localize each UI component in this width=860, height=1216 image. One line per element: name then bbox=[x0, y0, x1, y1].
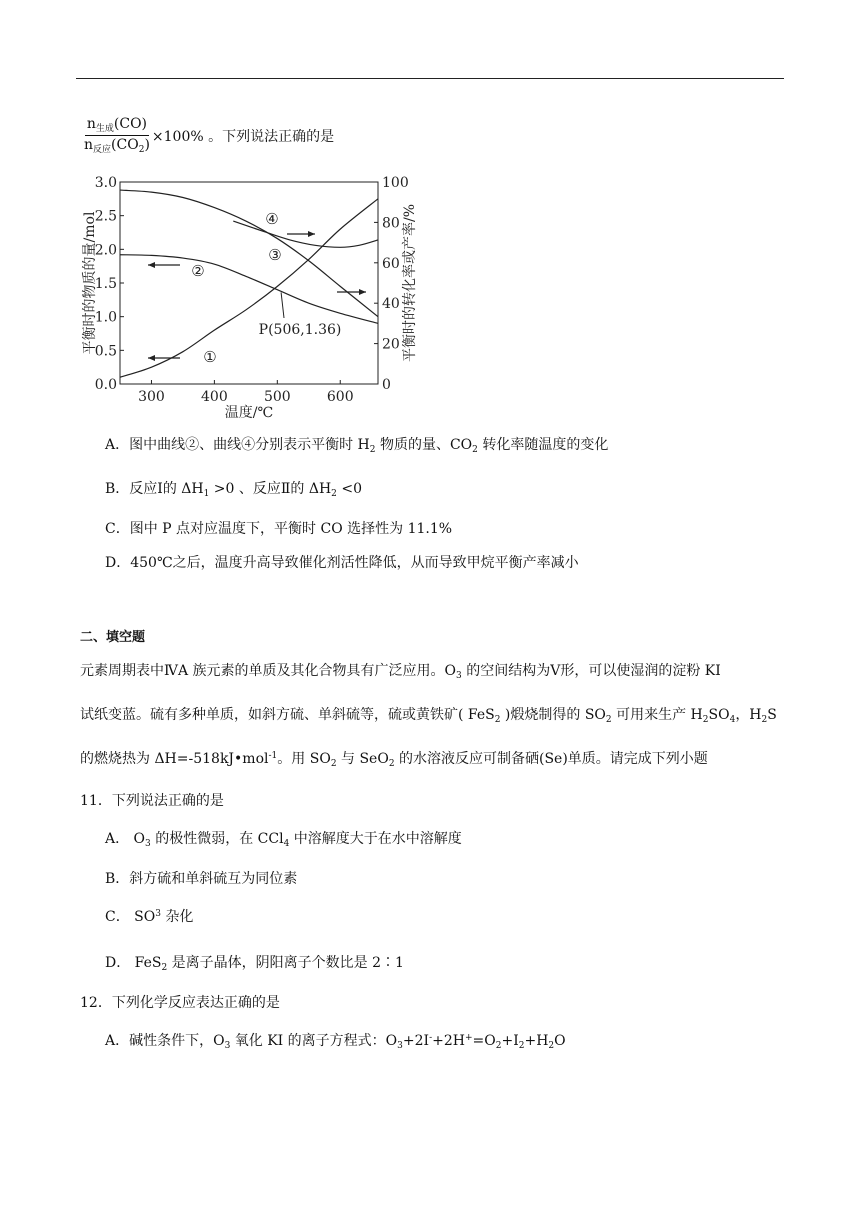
question-option-c: C．图中 P 点对应温度下，平衡时 CO 选择性为 11.1% bbox=[105, 521, 453, 537]
y-left-axis-label: 平衡时的物质的量/mol bbox=[82, 211, 98, 355]
curve-label-1: ① bbox=[203, 348, 217, 366]
arrow-curve-2-head bbox=[148, 262, 155, 268]
x-tick-label: 500 bbox=[263, 389, 291, 405]
curve-label-4: ④ bbox=[265, 210, 279, 228]
y-left-tick-label: 1.5 bbox=[94, 276, 117, 292]
plot-frame bbox=[120, 182, 378, 384]
arrow-curve-3-head bbox=[359, 289, 366, 295]
question-11: 11．下列说法正确的是 bbox=[80, 793, 224, 809]
y-right-tick-label: 0 bbox=[382, 377, 391, 393]
co-selectivity-formula: $\frac{n_{生成}(CO)}{n_{反应}(CO_2)}$ ×100% 。下列说法正确的是 bbox=[84, 116, 335, 155]
passage-line-1: 元素周期表中ⅣA 族元素的单质及其化合物具有广泛应用。$O_3$ 的空间结构为Ⅴ形，可以使湿润的淀粉 KI bbox=[80, 663, 721, 681]
curve-3 bbox=[120, 190, 378, 317]
header-rule bbox=[76, 78, 784, 79]
formula-tail: ×100% 。下列说法正确的是 bbox=[151, 128, 335, 145]
y-left-tick-label: 2.0 bbox=[94, 242, 117, 259]
y-left-tick-label: 2.5 bbox=[94, 208, 117, 225]
q11-option-a: A． $O_3$ 的极性微弱，在 CCl$_4$ 中溶解度大于在水中溶解度 bbox=[105, 831, 462, 849]
annotation-p: P(506,1.36) bbox=[258, 322, 342, 338]
y-right-tick-label: 20 bbox=[382, 336, 400, 353]
y-left-tick-label: 1.0 bbox=[94, 309, 117, 326]
y-left-tick-label: 3.0 bbox=[94, 175, 117, 191]
y-right-tick-label: 80 bbox=[382, 215, 400, 232]
curve-label-2: ② bbox=[191, 262, 205, 280]
q11-option-d: D． FeS$_2$ 是离子晶体，阴阳离子个数比是 2∶1 bbox=[105, 955, 404, 973]
curve-2 bbox=[120, 255, 378, 324]
x-tick-label: 600 bbox=[326, 389, 354, 405]
y-right-tick-label: 40 bbox=[382, 296, 400, 313]
q11-option-b: B．斜方硫和单斜硫互为同位素 bbox=[105, 871, 298, 887]
x-axis-label: 温度/℃ bbox=[224, 405, 274, 421]
question-option-d: D．450℃之后，温度升高导致催化剂活性降低，从而导致甲烷平衡产率减小 bbox=[105, 555, 579, 571]
curve-1 bbox=[120, 199, 378, 377]
arrow-curve-1-head bbox=[148, 355, 155, 361]
q12-option-a: A．碱性条件下，$O_3$ 氧化 KI 的离子方程式：$O_3+2I^-+2H^+=O_2+I_2+H_2O$ bbox=[105, 1033, 566, 1051]
section-heading: 二、填空题 bbox=[80, 630, 146, 645]
question-option-a: A．图中曲线②、曲线④分别表示平衡时 $H_2$ 物质的量、$CO_2$ 转化率随温度的变化 bbox=[105, 437, 609, 455]
question-option-b: B．反应Ⅰ的 $\Delta H_1 >0$ 、反应Ⅱ的 $\Delta H_2 <0$ bbox=[105, 481, 362, 499]
y-right-axis-label: 平衡时的转化率或产率/% bbox=[402, 203, 418, 363]
y-right-tick-label: 100 bbox=[382, 175, 409, 191]
annotation-leader bbox=[281, 292, 284, 318]
x-tick-label: 400 bbox=[201, 389, 228, 405]
x-tick-label: 300 bbox=[138, 389, 165, 405]
passage-line-2: 试纸变蓝。硫有多种单质，如斜方硫、单斜硫等，硫或黄铁矿( FeS$_2$ )煅烧制得的 $SO_2$ 可用来生产 $H_2SO_4$，$H_2S$ bbox=[80, 707, 777, 725]
curve-label-3: ③ bbox=[268, 246, 282, 264]
y-left-tick-label: 0.0 bbox=[94, 377, 117, 393]
y-right-tick-label: 60 bbox=[382, 255, 400, 272]
passage-line-3: 的燃烧热为 ΔH=-518kJ•mol$^{-1}$。用 $SO_2$ 与 SeO$_2$ 的水溶液反应可制备硒(Se)单质。请完成下列小题 bbox=[80, 751, 708, 769]
q11-option-c: C． $SO^3$ 杂化 bbox=[105, 909, 194, 925]
question-12: 12．下列化学反应表达正确的是 bbox=[80, 995, 280, 1011]
y-left-tick-label: 0.5 bbox=[94, 343, 117, 360]
arrow-curve-4-head bbox=[308, 231, 315, 237]
curve-4 bbox=[233, 221, 378, 247]
